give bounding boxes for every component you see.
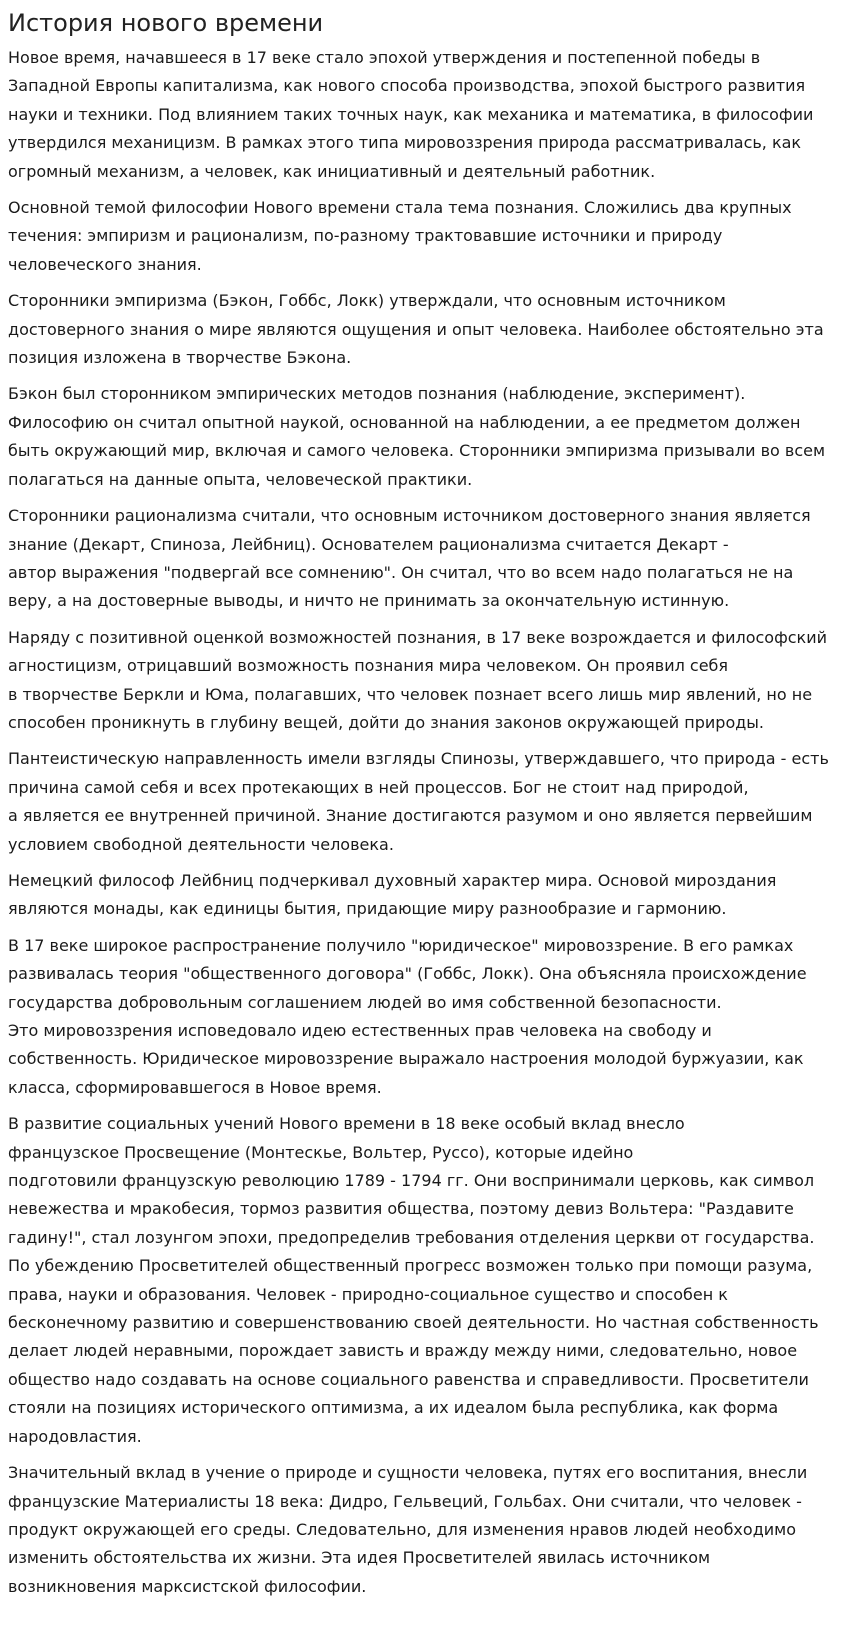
paragraph-4: Бэкон был сторонником эмпирических методов познания (наблюдение, эксперимент). Философию он считал опытной наукой, основанной на наблюдении, а ее предметом должен быть окружающий мир, включая и самого человека. Сторонники эмпиризма призывали во всем полагаться на данные опыта, человеческой практики.: [8, 384, 826, 489]
paragraph-2: Основной темой философии Нового времени стала тема познания. Сложились два крупных течения: эмпиризм и рационализм, по-разному трактовавшие источники и природу человеческого знания.: [8, 198, 792, 274]
paragraph-8: Немецкий философ Лейбниц подчеркивал духовный характер мира. Основой мироздания являются монады, как единицы бытия, придающие миру разнообразие и гармонию.: [8, 870, 777, 919]
paragraph-6: Наряду с позитивной оценкой возможностей познания, в 17 веке возрождается и философский агностицизм, отрицавший возможность познания мира человеком. Он проявил себя в творчестве Беркли и Юма, полагавших, что человек познает всего лишь мир явлений, но не способен проникнуть в глубину вещей, дойти до знания законов окружающей природы.: [8, 627, 828, 732]
paragraph-10: В развитие социальных учений Нового времени в 18 веке особый вклад внесло французское Просвещение (Монтескье, Вольтер, Руссо), которые идейно подготовили французскую революцию 1789 - 1794 гг. Они воспринимали церковь, как символ невежества и мракобесия, тормоз развития общества, поэтому девиз Вольтера: "Раздавите гадину!", стал лозунгом эпохи, предопределив требования отделения церкви от государства. По убеждению Просветителей общественный прогресс возможен только при помощи разума, права, науки и образования. Человек - природно-социальное существо и способен к бесконечному развитию и совершенствованию своей деятельности. Но частная собственность делает людей неравными, порождает зависть и вражду между ними, следовательно, новое общество надо создавать на основе социального равенства и справедливости. Просветители стояли на позициях исторического оптимизма, а их идеалом была республика, как форма народовластия.: [8, 1114, 819, 1446]
paragraph-11: Значительный вклад в учение о природе и сущности человека, путях его воспитания, внесли французские Материалисты 18 века: Дидро, Гельвеций, Гольбах. Они считали, что человек - продукт окружающей его среды. Следовательно, для изменения нравов людей необходимо изменить обстоятельства их жизни. Эта идея Просветителей явилась источником возникновения марксистской философии.: [8, 1463, 808, 1596]
paragraph-1: Новое время, начавшееся в 17 веке стало эпохой утверждения и постепенной победы в Западной Европы капитализма, как нового способа производства, эпохой быстрого развития науки и техники. Под влиянием таких точных наук, как механика и математика, в философии утвердился механицизм. В рамках этого типа мировоззрения природа рассматривалась, как огромный механизм, а человек, как инициативный и деятельный работник.: [8, 48, 814, 181]
paragraph-9: В 17 веке широкое распространение получило "юридическое" мировоззрение. В его рамках развивалась теория "общественного договора" (Гоббс, Локк). Она объясняла происхождение государства добровольным соглашением людей во имя собственной безопасности. Это мировоззрения исповедовало идею естественных прав человека на свободу и собственность. Юридическое мировоззрение выражало настроения молодой буржуазии, как класса, сформировавшегося в Новое время.: [8, 935, 807, 1097]
paragraph-7: Пантеистическую направленность имели взгляды Спинозы, утверждавшего, что природа - есть причина самой себя и всех протекающих в ней процессов. Бог не стоит над природой, а является ее внутренней причиной. Знание достигаются разумом и оно является первейшим условием свободной деятельности человека.: [8, 749, 829, 854]
page-title: История нового времени: [8, 9, 324, 37]
paragraph-3: Сторонники эмпиризма (Бэкон, Гоббс, Локк) утверждали, что основным источником достоверного знания о мире являются ощущения и опыт человека. Наиболее обстоятельно эта позиция изложена в творчестве Бэкона.: [8, 291, 824, 368]
paragraph-5: Сторонники рационализма считали, что основным источником достоверного знания является знание (Декарт, Спиноза, Лейбниц). Основателем рационализма считается Декарт - автор выражения "подвергай все сомнению". Он считал, что во всем надо полагаться не на веру, а на достоверные выводы, и ничто не принимать за окончательную истинную.: [8, 506, 811, 611]
